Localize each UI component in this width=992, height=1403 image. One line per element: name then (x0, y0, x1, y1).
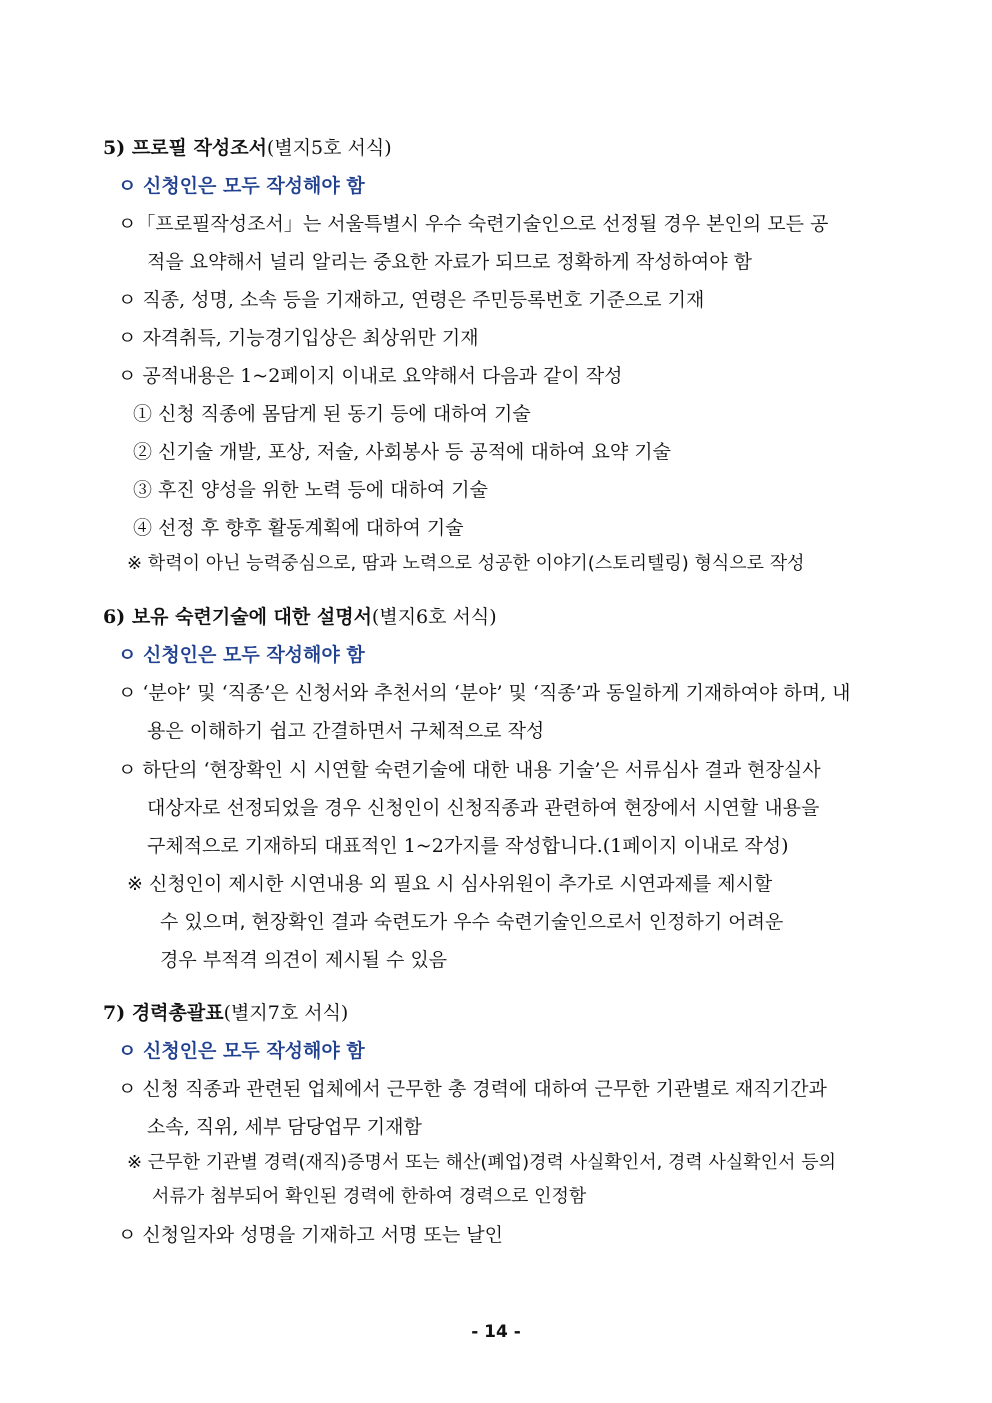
bullet-line: ㅇ 신청인은 모두 작성해야 함 (118, 1040, 365, 1062)
section-heading-5 (103, 135, 392, 161)
form-reference: (별지6호 서식) (371, 606, 497, 628)
section-title: 5) 프로필 작성조서 (103, 137, 267, 159)
bullet-line: ㅇ 신청인은 모두 작성해야 함 (118, 644, 365, 666)
bullet-line: ㅇ ‘분야’ 및 ‘직종’은 신청서와 추천서의 ‘분야’ 및 ‘직종’과 동일하게 기재하여야 하며, 내 (118, 682, 851, 704)
bullet-line: ㅇ 공적내용은 1~2페이지 이내로 요약해서 다음과 같이 작성 (118, 365, 623, 387)
numbered-item: ① 신청 직종에 몸담게 된 동기 등에 대하여 기술 (133, 403, 531, 425)
section-heading-6 (103, 604, 497, 630)
bullet-continuation: 적을 요약해서 널리 알리는 중요한 자료가 되므로 정확하게 작성하여야 함 (147, 251, 752, 273)
bullet-line: ㅇ 신청 직종과 관련된 업체에서 근무한 총 경력에 대하여 근무한 기관별로 재직기간과 (118, 1078, 827, 1100)
bullet-continuation: 용은 이해하기 쉽고 간결하면서 구체적으로 작성 (147, 720, 545, 742)
bullet-line: ㅇ 신청일자와 성명을 기재하고 서명 또는 날인 (118, 1224, 503, 1246)
form-reference: (별지5호 서식) (266, 137, 392, 159)
section-title: 6) 보유 숙련기술에 대한 설명서 (103, 606, 372, 628)
bullet-line: ㅇ 자격취득, 기능경기입상은 최상위만 기재 (118, 327, 479, 349)
bullet-line: ㅇ 직종, 성명, 소속 등을 기재하고, 연령은 주민등록번호 기준으로 기재 (118, 289, 705, 311)
bullet-continuation: 대상자로 선정되었을 경우 신청인이 신청직종과 관련하여 현장에서 시연할 내용을 (147, 797, 820, 819)
note-line: ※ 신청인이 제시한 시연내용 외 필요 시 심사위원이 추가로 시연과제를 제시할 (127, 873, 773, 895)
text: ㅇ「프로필작성조서」는 서울특별시 우수 숙련기술인으로 선정될 경우 본인의 모든 공 (118, 213, 829, 235)
note-continuation: 서류가 첨부되어 확인된 경력에 한하여 경력으로 인정함 (152, 1186, 587, 1207)
note-line: ※ 학력이 아닌 능력중심으로, 땀과 노력으로 성공한 이야기(스토리텔링) 형식으로 작성 (127, 553, 805, 574)
bullet-continuation: 구체적으로 기재하되 대표적인 1~2가지를 작성합니다.(1페이지 이내로 작성) (147, 835, 789, 857)
form-reference: (별지7호 서식) (223, 1002, 349, 1024)
bullet-line: ㅇ 하단의 ‘현장확인 시 시연할 숙련기술에 대한 내용 기술’은 서류심사 결과 현장실사 (118, 759, 821, 781)
note-continuation: 수 있으며, 현장확인 결과 숙련도가 우수 숙련기술인으로서 인정하기 어려운 (160, 911, 784, 933)
section-heading-7 (103, 1000, 348, 1026)
note-continuation: 경우 부적격 의견이 제시될 수 있음 (160, 949, 448, 971)
numbered-item: ② 신기술 개발, 포상, 저술, 사회봉사 등 공적에 대하여 요약 기술 (133, 441, 672, 463)
bullet-line: ㅇ 신청인은 모두 작성해야 함 (118, 175, 365, 197)
page-number: - 14 - (471, 1322, 521, 1342)
bullet-line (118, 211, 908, 237)
section-title: 7) 경력총괄표 (103, 1002, 224, 1024)
bullet-continuation: 소속, 직위, 세부 담당업무 기재함 (147, 1116, 422, 1138)
numbered-item: ③ 후진 양성을 위한 노력 등에 대하여 기술 (133, 479, 488, 501)
note-line: ※ 근무한 기관별 경력(재직)증명서 또는 해산(폐업)경력 사실확인서, 경력 사실확인서 등의 (127, 1152, 836, 1173)
numbered-item: ④ 선정 후 향후 활동계획에 대하여 기술 (133, 517, 464, 539)
